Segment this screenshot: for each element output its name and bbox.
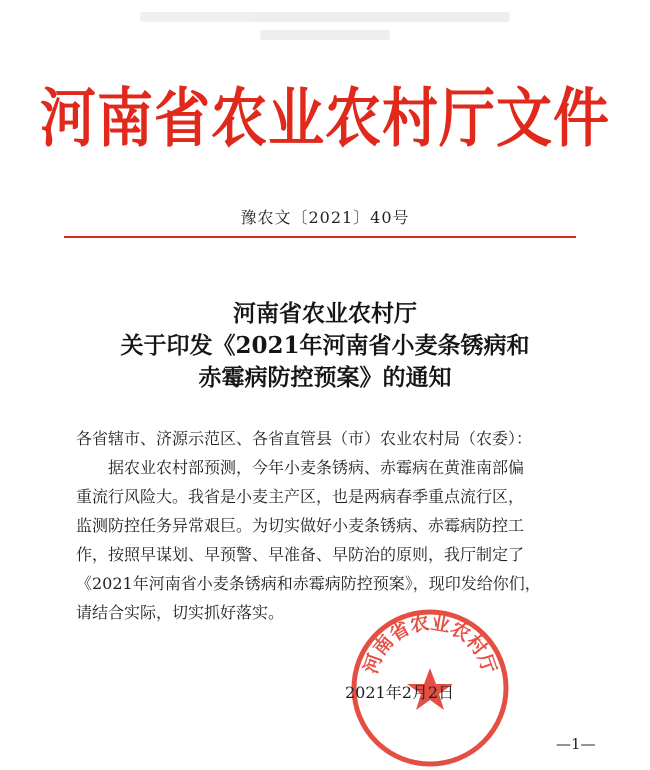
seal-arc-text: 河南省农业农村厅 — [359, 611, 501, 677]
paragraph-line: 据农业农村部预测，今年小麦条锈病、赤霉病在黄淮南部偏 — [108, 458, 525, 477]
issue-date: 2021年2月2日 — [345, 683, 455, 702]
bleed-line — [260, 30, 390, 40]
title-line: 关于印发《2021年河南省小麦条锈病和 — [120, 332, 530, 359]
bleed-line — [140, 12, 510, 22]
notice-body — [76, 424, 586, 627]
salutation: 各省辖市、济源示范区、各省直管县（市）农业农村局（农委）： — [76, 429, 533, 448]
paragraph-line: 监测防控任务异常艰巨。为切实做好小麦条锈病、赤霉病防控工 — [76, 516, 525, 535]
paragraph-line: 请结合实际，切实抓好落实。 — [76, 603, 285, 622]
notice-title — [0, 298, 650, 394]
paragraph-line: 重流行风险大。我省是小麦主产区，也是两病春季重点流行区， — [76, 487, 525, 506]
bleed-through-shadow — [110, 4, 540, 64]
title-line: 河南省农业农村厅 — [233, 300, 417, 327]
title-line: 赤霉病防控预案》的通知 — [198, 364, 452, 391]
document-number: 豫农文〔2021〕40号 — [240, 208, 410, 227]
page-number: —1— — [556, 735, 596, 753]
paragraph-line: 《2021年河南省小麦条锈病和赤霉病防控预案》，现印发给你们， — [76, 574, 541, 593]
paragraph-line: 作，按照早谋划、早预警、早准备、早防治的原则，我厅制定了 — [76, 545, 525, 564]
red-divider-line — [64, 236, 576, 238]
issuer-red-heading: 河南省农业农村厅文件 — [40, 80, 610, 157]
